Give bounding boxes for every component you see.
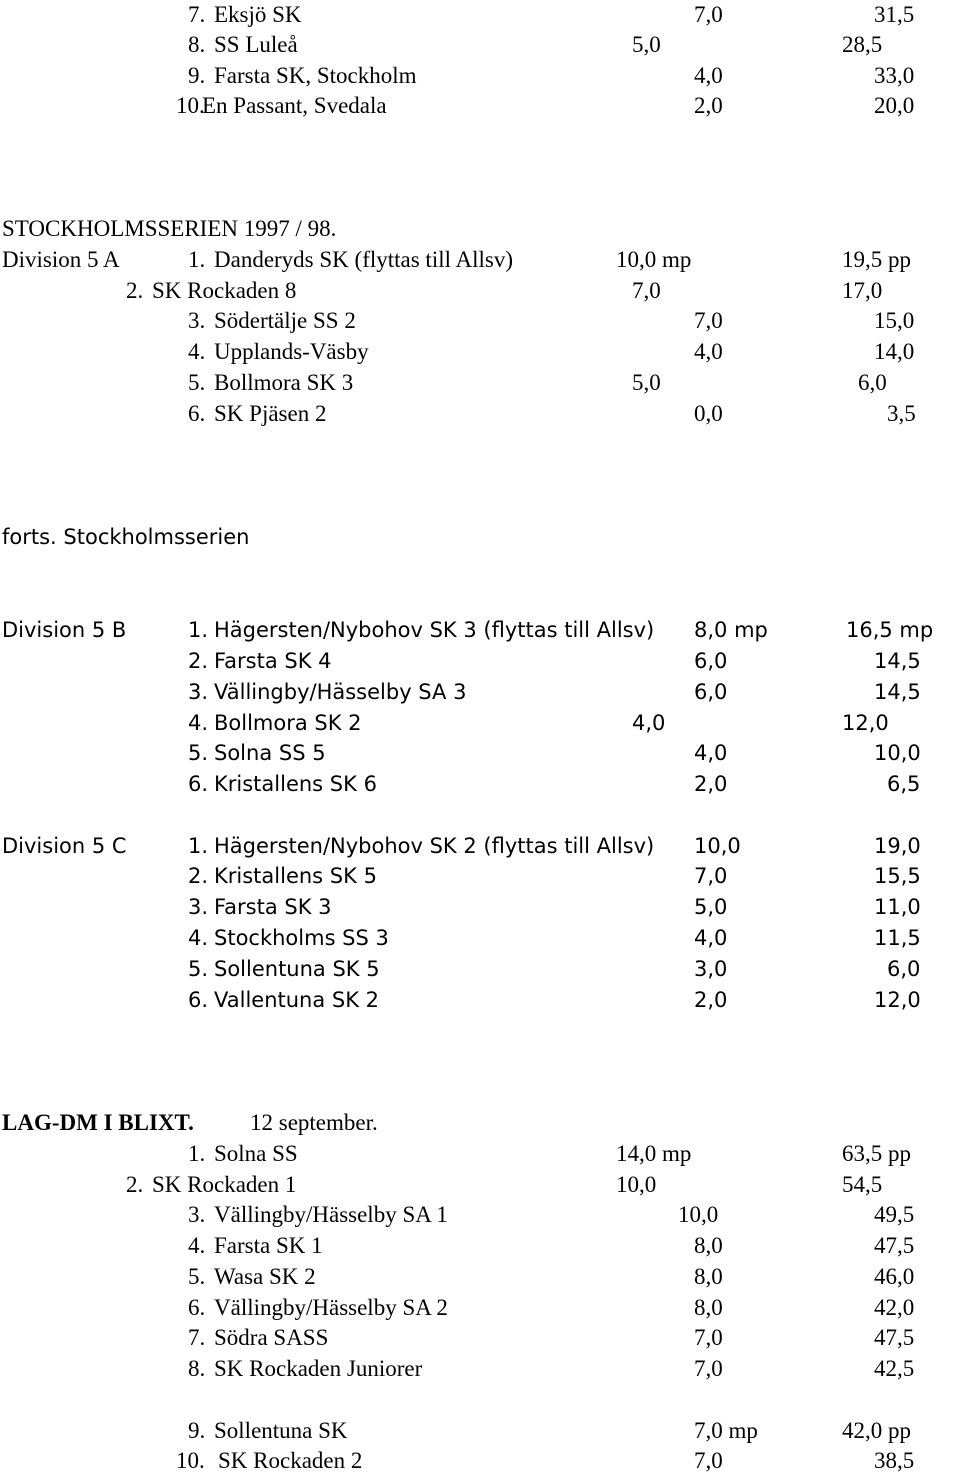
table-row [0, 399, 960, 429]
table-row [0, 306, 960, 336]
team-name: Farsta SK 1 [214, 1233, 323, 1258]
game-points: 14,0 [874, 339, 915, 364]
team-name: SK Rockaden Juniorer [214, 1356, 423, 1381]
rank: 1. [188, 834, 209, 858]
game-points: 19,0 [874, 834, 921, 858]
table-row [0, 91, 960, 121]
match-points: 7,0 mp [694, 1418, 758, 1443]
rank: 5. [188, 370, 206, 395]
match-points: 10,0 [616, 1172, 657, 1197]
team-name: Hägersten/Nybohov SK 2 (flyttas till Allsv) [214, 834, 655, 858]
table-row [0, 954, 960, 984]
rank: 7. [188, 2, 206, 27]
team-name: Farsta SK 4 [214, 649, 332, 673]
match-points: 4,0 [694, 63, 723, 88]
match-points: 2,0 [694, 772, 728, 796]
table-row [0, 245, 960, 275]
match-points: 7,0 [694, 864, 728, 888]
section-title [0, 1108, 960, 1138]
table-row [0, 1200, 960, 1230]
rank: 5. [188, 741, 209, 765]
division-label: Division 5 C [2, 834, 127, 858]
team-name: Sollentuna SK 5 [214, 957, 380, 981]
match-points: 7,0 [632, 278, 661, 303]
table-row [0, 861, 960, 891]
match-points: 6,0 [694, 649, 728, 673]
game-points: 28,5 [842, 32, 883, 57]
rank: 9. [188, 1418, 206, 1443]
division-label: Division 5 A [2, 247, 120, 272]
game-points: 15,0 [874, 308, 915, 333]
rank: 2. [126, 278, 144, 303]
table-row [0, 831, 960, 861]
team-name: SK Rockaden 2 [218, 1448, 363, 1473]
team-name: Bollmora SK 3 [214, 370, 354, 395]
game-points: 10,0 [874, 741, 921, 765]
rank: 5. [188, 1264, 206, 1289]
game-points: 6,0 [858, 370, 887, 395]
team-name: Hägersten/Nybohov SK 3 (flyttas till Allsv) [214, 618, 655, 642]
table-row [0, 769, 960, 799]
table-row [0, 985, 960, 1015]
rank: 10. [176, 1448, 205, 1473]
rank: 5. [188, 957, 209, 981]
team-name: Kristallens SK 6 [214, 772, 377, 796]
game-points: 54,5 [842, 1172, 883, 1197]
match-points: 2,0 [694, 988, 728, 1012]
game-points: 42,0 [874, 1295, 915, 1320]
match-points: 2,0 [694, 93, 723, 118]
game-points: 11,5 [874, 926, 921, 950]
rank: 2. [188, 649, 209, 673]
rank: 4. [188, 339, 206, 364]
team-name: Wasa SK 2 [214, 1264, 316, 1289]
match-points: 4,0 [694, 339, 723, 364]
match-points: 7,0 [694, 1356, 723, 1381]
rank: 6. [188, 1295, 206, 1320]
rank: 3. [188, 1202, 206, 1227]
table-row [0, 923, 960, 953]
game-points: 14,5 [874, 649, 921, 673]
rank: 7. [188, 1325, 206, 1350]
team-name: Vällingby/Hässelby SA 1 [214, 1202, 448, 1227]
game-points: 63,5 pp [842, 1141, 911, 1166]
rank: 1. [188, 247, 206, 272]
match-points: 5,0 [632, 32, 661, 57]
match-points: 14,0 mp [616, 1141, 692, 1166]
table-row [0, 738, 960, 768]
rank: 3. [188, 680, 209, 704]
rank: 8. [188, 32, 206, 57]
game-points: 33,0 [874, 63, 915, 88]
match-points: 7,0 [694, 308, 723, 333]
team-name: SK Rockaden 8 [152, 278, 297, 303]
table-row [0, 708, 960, 738]
match-points: 10,0 mp [616, 247, 692, 272]
rank: 6. [188, 401, 206, 426]
match-points: 5,0 [694, 895, 728, 919]
rank: 2. [188, 864, 209, 888]
match-points: 4,0 [632, 711, 666, 735]
table-row [0, 30, 960, 60]
section-title: STOCKHOLMSSERIEN 1997 / 98. [2, 216, 337, 241]
team-name: Farsta SK 3 [214, 895, 332, 919]
match-points: 7,0 [694, 1325, 723, 1350]
team-name: Danderyds SK (flyttas till Allsv) [214, 247, 513, 272]
rank: 9. [188, 63, 206, 88]
team-name: Sollentuna SK [214, 1418, 348, 1443]
game-points: 47,5 [874, 1325, 915, 1350]
table-row [0, 1323, 960, 1353]
table-row [0, 337, 960, 367]
match-points: 8,0 mp [694, 618, 768, 642]
rank: 3. [188, 895, 209, 919]
match-points: 4,0 [694, 741, 728, 765]
game-points: 38,5 [874, 1448, 915, 1473]
game-points: 47,5 [874, 1233, 915, 1258]
game-points: 12,0 [842, 711, 889, 735]
table-row [0, 1231, 960, 1261]
team-name: Stockholms SS 3 [214, 926, 389, 950]
match-points: 10,0 [678, 1202, 719, 1227]
match-points: 3,0 [694, 957, 728, 981]
team-name: Vallentuna SK 2 [214, 988, 380, 1012]
continued-heading: forts. Stockholmsserien [2, 525, 250, 549]
team-name: Solna SS [214, 1141, 298, 1166]
game-points: 46,0 [874, 1264, 915, 1289]
rank: 6. [188, 772, 209, 796]
game-points: 20,0 [874, 93, 915, 118]
team-name: Eksjö SK [214, 2, 302, 27]
team-name: Solna SS 5 [214, 741, 326, 765]
match-points: 8,0 [694, 1264, 723, 1289]
game-points: 12,0 [874, 988, 921, 1012]
blixt-date: 12 september. [250, 1110, 378, 1135]
team-name: Södra SASS [214, 1325, 329, 1350]
team-name: Vällingby/Hässelby SA 3 [214, 680, 467, 704]
rank: 6. [188, 988, 209, 1012]
table-row [0, 368, 960, 398]
team-name: SK Pjäsen 2 [214, 401, 327, 426]
rank: 10. [176, 93, 205, 118]
rank: 2. [126, 1172, 144, 1197]
team-name: Södertälje SS 2 [214, 308, 356, 333]
team-name: SS Luleå [214, 32, 298, 57]
match-points: 10,0 [694, 834, 741, 858]
rank: 4. [188, 711, 209, 735]
rank: 3. [188, 308, 206, 333]
table-row [0, 1354, 960, 1384]
rank: 8. [188, 1356, 206, 1381]
rank: 4. [188, 1233, 206, 1258]
rank: 1. [188, 1141, 206, 1166]
table-row [0, 892, 960, 922]
game-points: 3,5 [887, 401, 916, 426]
match-points: 7,0 [694, 1448, 723, 1473]
table-row [0, 1416, 960, 1446]
game-points: 42,0 pp [842, 1418, 911, 1443]
team-name: En Passant, Svedala [202, 93, 387, 118]
match-points: 7,0 [694, 2, 723, 27]
table-row [0, 1446, 960, 1476]
rank: 1. [188, 618, 209, 642]
table-row [0, 1262, 960, 1292]
game-points: 6,5 [887, 772, 921, 796]
game-points: 14,5 [874, 680, 921, 704]
team-name: Farsta SK, Stockholm [214, 63, 417, 88]
team-name: Bollmora SK 2 [214, 711, 362, 735]
game-points: 42,5 [874, 1356, 915, 1381]
table-row [0, 1139, 960, 1169]
match-points: 4,0 [694, 926, 728, 950]
match-points: 5,0 [632, 370, 661, 395]
table-row [0, 1170, 960, 1200]
match-points: 8,0 [694, 1233, 723, 1258]
blixt-title: LAG-DM I BLIXT. [2, 1110, 194, 1135]
game-points: 17,0 [842, 278, 883, 303]
table-row [0, 276, 960, 306]
table-row [0, 61, 960, 91]
game-points: 15,5 [874, 864, 921, 888]
game-points: 16,5 mp [846, 618, 934, 642]
table-row [0, 0, 960, 30]
team-name: Vällingby/Hässelby SA 2 [214, 1295, 448, 1320]
game-points: 31,5 [874, 2, 915, 27]
division-label: Division 5 B [2, 618, 127, 642]
table-row [0, 646, 960, 676]
table-row [0, 677, 960, 707]
team-name: Upplands-Väsby [214, 339, 369, 364]
table-row [0, 615, 960, 645]
team-name: Kristallens SK 5 [214, 864, 377, 888]
game-points: 11,0 [874, 895, 921, 919]
team-name: SK Rockaden 1 [152, 1172, 297, 1197]
match-points: 8,0 [694, 1295, 723, 1320]
match-points: 6,0 [694, 680, 728, 704]
game-points: 49,5 [874, 1202, 915, 1227]
table-row [0, 1293, 960, 1323]
game-points: 6,0 [887, 957, 921, 981]
game-points: 19,5 pp [842, 247, 911, 272]
match-points: 0,0 [694, 401, 723, 426]
rank: 4. [188, 926, 209, 950]
